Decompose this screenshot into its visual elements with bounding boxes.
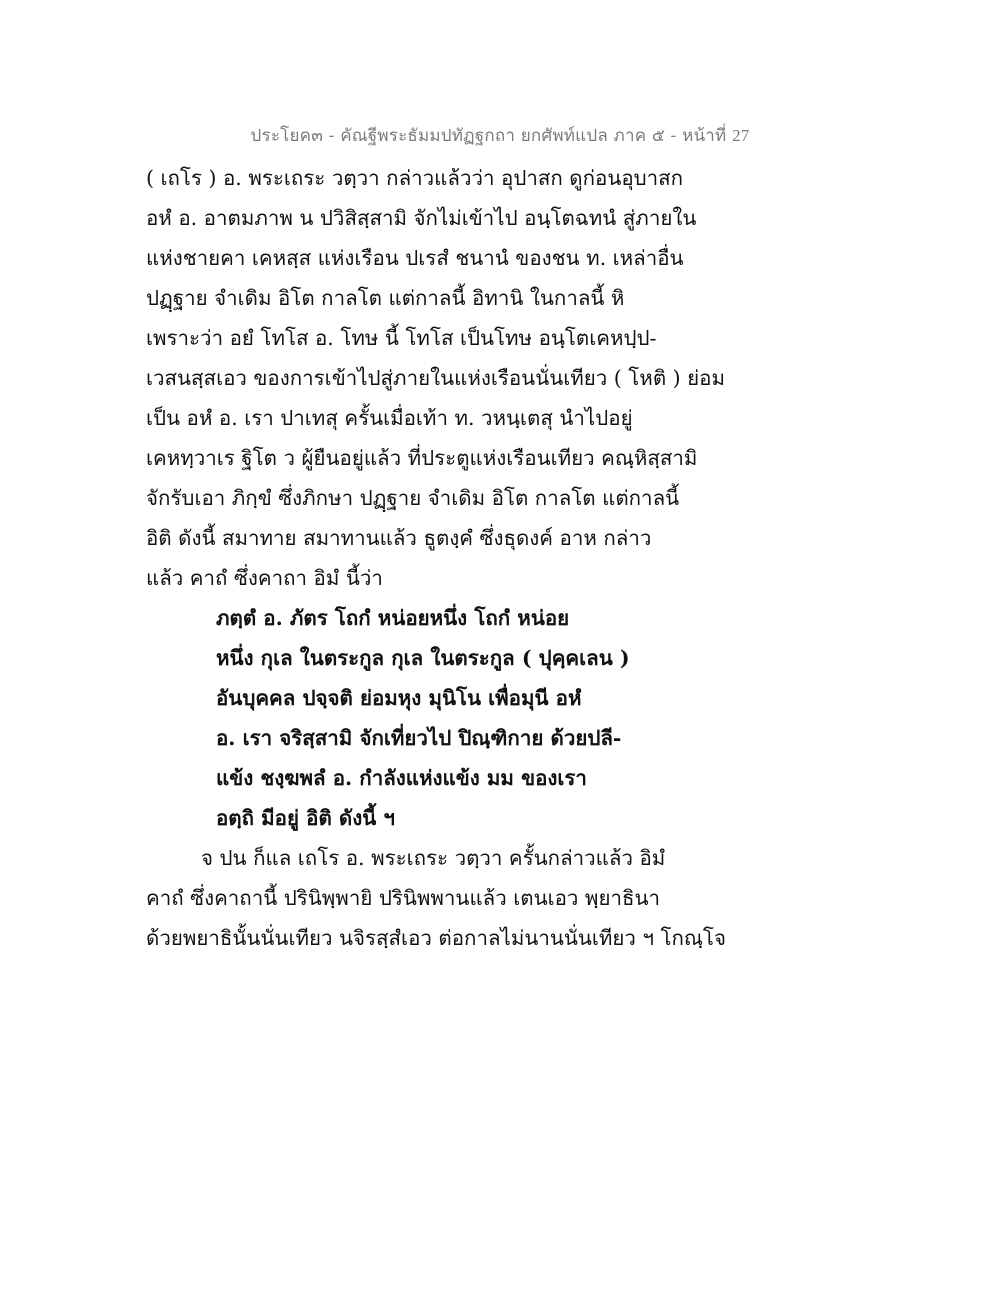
verse-line: อันบุคคล ปจฺจติ ย่อมหุง มุนิโน เพื่อมุนี อหํ [216, 686, 582, 710]
text-line: เวสนสฺสเอว ของการเข้าไปสู่ภายในแห่งเรือนนั่นเทียว ( โหติ ) ย่อม [146, 366, 725, 390]
text-line: เคหทฺวาเร ฐิโต ว ผู้ยืนอยู่แล้ว ที่ประตูแห่งเรือนเทียว คณฺหิสฺสามิ [146, 446, 698, 470]
verse-line: แข้ง ชงฺฆพลํ อ. กำลังแห่งแข้ง มม ของเรา [216, 766, 587, 790]
body-text [146, 158, 866, 958]
text-line: ปฏฺฐาย จำเดิม อิโต กาลโต แต่กาลนี้ อิทานิ ในกาลนี้ หิ [146, 286, 625, 310]
running-header [0, 122, 1000, 149]
page-number: 27 [732, 126, 750, 145]
closing-paragraph-line: ด้วยพยาธินั้นนั่นเทียว นจิรสฺสํเอว ต่อกาลไม่นานนั่นเทียว ฯ โกณฺโจ [146, 926, 726, 950]
header-title: ประโยค๓ - คัณฐีพระธัมมปทัฏฐกถา ยกศัพท์แปล ภาค ๕ - หน้าที่ [250, 126, 733, 146]
verse-line: ภตฺตํ อ. ภัตร โถกํ หน่อยหนึ่ง โถกํ หน่อย [216, 606, 570, 630]
verse-line: หนึ่ง กุเล ในตระกูล กุเล ในตระกูล ( ปุคฺคเลน ) [216, 646, 630, 670]
verse-line: อ. เรา จริสฺสามิ จักเที่ยวไป ปิณฺฑิกาย ด้วยปลี- [216, 726, 622, 750]
text-line: เป็น อหํ อ. เรา ปาเทสุ ครั้นเมื่อเท้า ท. วหนฺเตสุ นำไปอยู่ [146, 406, 633, 430]
text-line: อิติ ดังนี้ สมาทาย สมาทานแล้ว ธูตงฺคํ ซึ่งธุดงค์ อาห กล่าว [146, 526, 652, 550]
text-line: จักรับเอา ภิกฺขํ ซึ่งภิกษา ปฏฺฐาย จำเดิม อิโต กาลโต แต่กาลนี้ [146, 486, 680, 510]
text-line: แห่งชายคา เคหสฺส แห่งเรือน ปเรสํ ชนานํ ของชน ท. เหล่าอื่น [146, 246, 684, 270]
closing-paragraph-line: จ ปน ก็แล เถโร อ. พระเถระ วตฺวา ครั้นกล่าวแล้ว อิมํ [201, 846, 666, 870]
text-line: เพราะว่า อยํ โทโส อ. โทษ นี้ โทโส เป็นโทษ อนฺโตเคหปฺป- [146, 326, 657, 350]
text-line: แล้ว คาถํ ซึ่งคาถา อิมํ นี้ว่า [146, 566, 383, 590]
verse-line: อตฺถิ มีอยู่ อิติ ดังนี้ ฯ [216, 806, 395, 830]
text-line: อหํ อ. อาตมภาพ น ปวิสิสฺสามิ จักไม่เข้าไป อนฺโตฉทนํ สู่ภายใน [146, 206, 697, 230]
closing-paragraph-line: คาถํ ซึ่งคาถานี้ ปรินิพฺพายิ ปรินิพพานแล้ว เตนเอว พฺยาธินา [146, 886, 661, 910]
text-line: ( เถโร ) อ. พระเถระ วตฺวา กล่าวแล้วว่า อุปาสก ดูก่อนอุบาสก [146, 166, 684, 190]
